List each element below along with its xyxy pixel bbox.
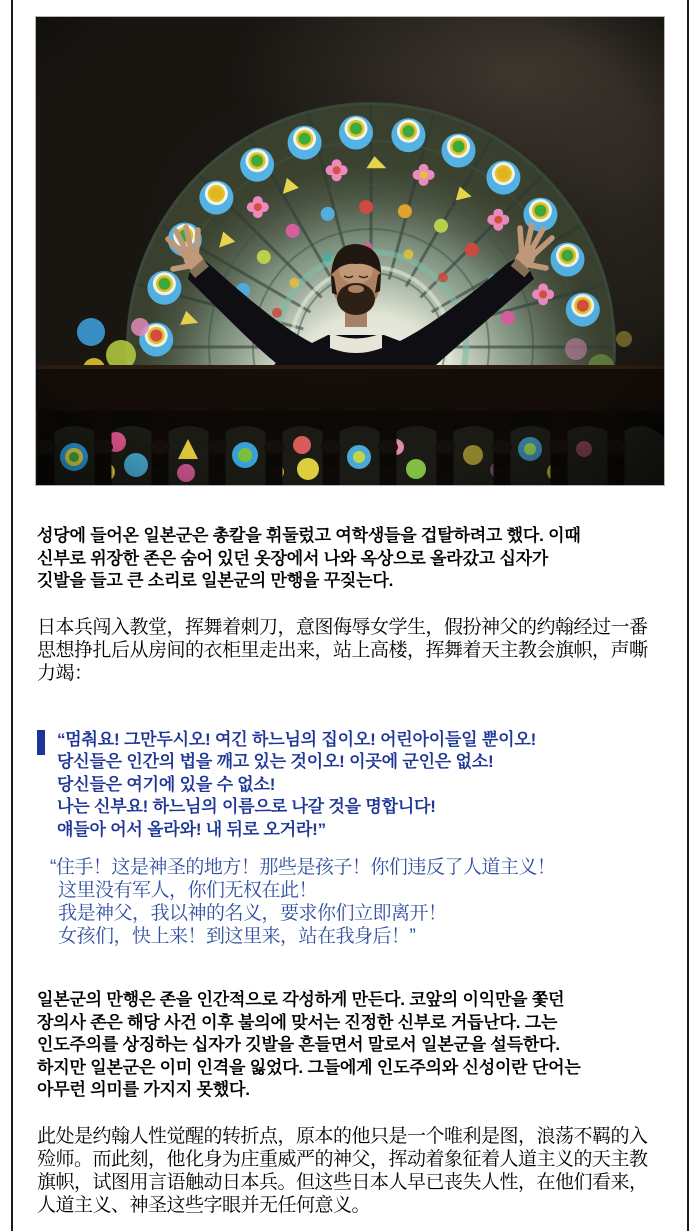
chinese-analysis-paragraph [37, 1125, 671, 1217]
vignette [36, 17, 664, 485]
quote-line: “멈춰요! 그만두시오! 여긴 하느님의 집이오! 어린아이들일 뿐이오! [57, 729, 537, 749]
quote-line: 당신들은 인간의 법을 깨고 있는 것이오! 이곳에 군인은 없소! [57, 752, 494, 771]
paragraph-line: 人道主义、神圣这些字眼并无任何意义。 [37, 1194, 371, 1216]
paragraph-line: 인도주의를 상징하는 십자가 깃발을 흔들면서 말로서 일본군을 설득한다. [37, 1035, 560, 1054]
quote-line: 这里没有军人，你们无权在此！ [58, 880, 318, 901]
paragraph-line: 성당에 들어온 일본군은 총칼을 휘둘렀고 여학생들을 겁탈하려고 했다. 이때 [37, 526, 581, 545]
quote-line: 我是神父，我以神的名义，要求你们立即离开！ [58, 903, 447, 924]
quote-line: 女孩们，快上来！到这里来，站在我身后！” [58, 926, 416, 947]
chinese-quote-block [50, 856, 671, 948]
paragraph-line: 아무런 의미를 가지지 못했다. [37, 1080, 250, 1099]
paragraph-line: 旗帜，试图用言语触动日本兵。但这些日本人早已丧失人性，在他们看来， [37, 1171, 648, 1193]
korean-quote-block [37, 729, 671, 842]
paragraph-line: 此处是约翰人性觉醒的转折点，原本的他只是一个唯利是图，浪荡不羁的入 [37, 1125, 648, 1147]
quote-bar [37, 730, 45, 755]
paragraph-line: 殓师。而此刻，他化身为庄重威严的神父，挥动着象征着人道主义的天主教 [37, 1148, 648, 1170]
korean-intro-paragraph [37, 525, 671, 593]
paragraph-line: 力竭： [37, 662, 93, 684]
quote-line: 나는 신부요! 하느님의 이름으로 나갈 것을 명합니다! [57, 797, 436, 816]
quote-line: “住手！这是神圣的地方！那些是孩子！你们违反了人道主义！ [50, 857, 556, 878]
quote-line: 당신들은 여기에 있을 수 없소! [57, 774, 276, 794]
article-body [13, 486, 687, 1217]
paragraph-line: 장의사 존은 해당 사건 이후 불의에 맞서는 진정한 신부로 거듭난다. 그는 [37, 1012, 558, 1032]
movie-still-frame [35, 16, 665, 486]
paragraph-line: 일본군의 만행은 존을 인간적으로 각성하게 만든다. 코앞의 이익만을 쫓던 [37, 990, 565, 1009]
paragraph-line: 日本兵闯入教堂，挥舞着刺刀，意图侮辱女学生，假扮神父的约翰经过一番 [37, 616, 648, 638]
paragraph-line: 하지만 일본군은 이미 인격을 잃었다. 그들에게 인도주의와 신성이란 단어는 [37, 1057, 581, 1077]
paragraph-line: 깃발을 들고 큰 소리로 일본군의 만행을 꾸짖는다. [37, 571, 394, 590]
movie-still-photo [36, 17, 664, 485]
korean-quote-text [57, 729, 536, 842]
document-page [11, 0, 689, 1231]
paragraph-line: 思想挣扎后从房间的衣柜里走出来，站上高楼，挥舞着天主教会旗帜，声嘶 [37, 639, 648, 661]
chinese-intro-paragraph [37, 616, 671, 685]
korean-analysis-paragraph [37, 989, 671, 1102]
quote-line: 얘들아 어서 올라와! 내 뒤로 오거라!” [57, 819, 326, 839]
paragraph-line: 신부로 위장한 존은 숨어 있던 옷장에서 나와 옥상으로 올라갔고 십자가 [37, 548, 549, 568]
